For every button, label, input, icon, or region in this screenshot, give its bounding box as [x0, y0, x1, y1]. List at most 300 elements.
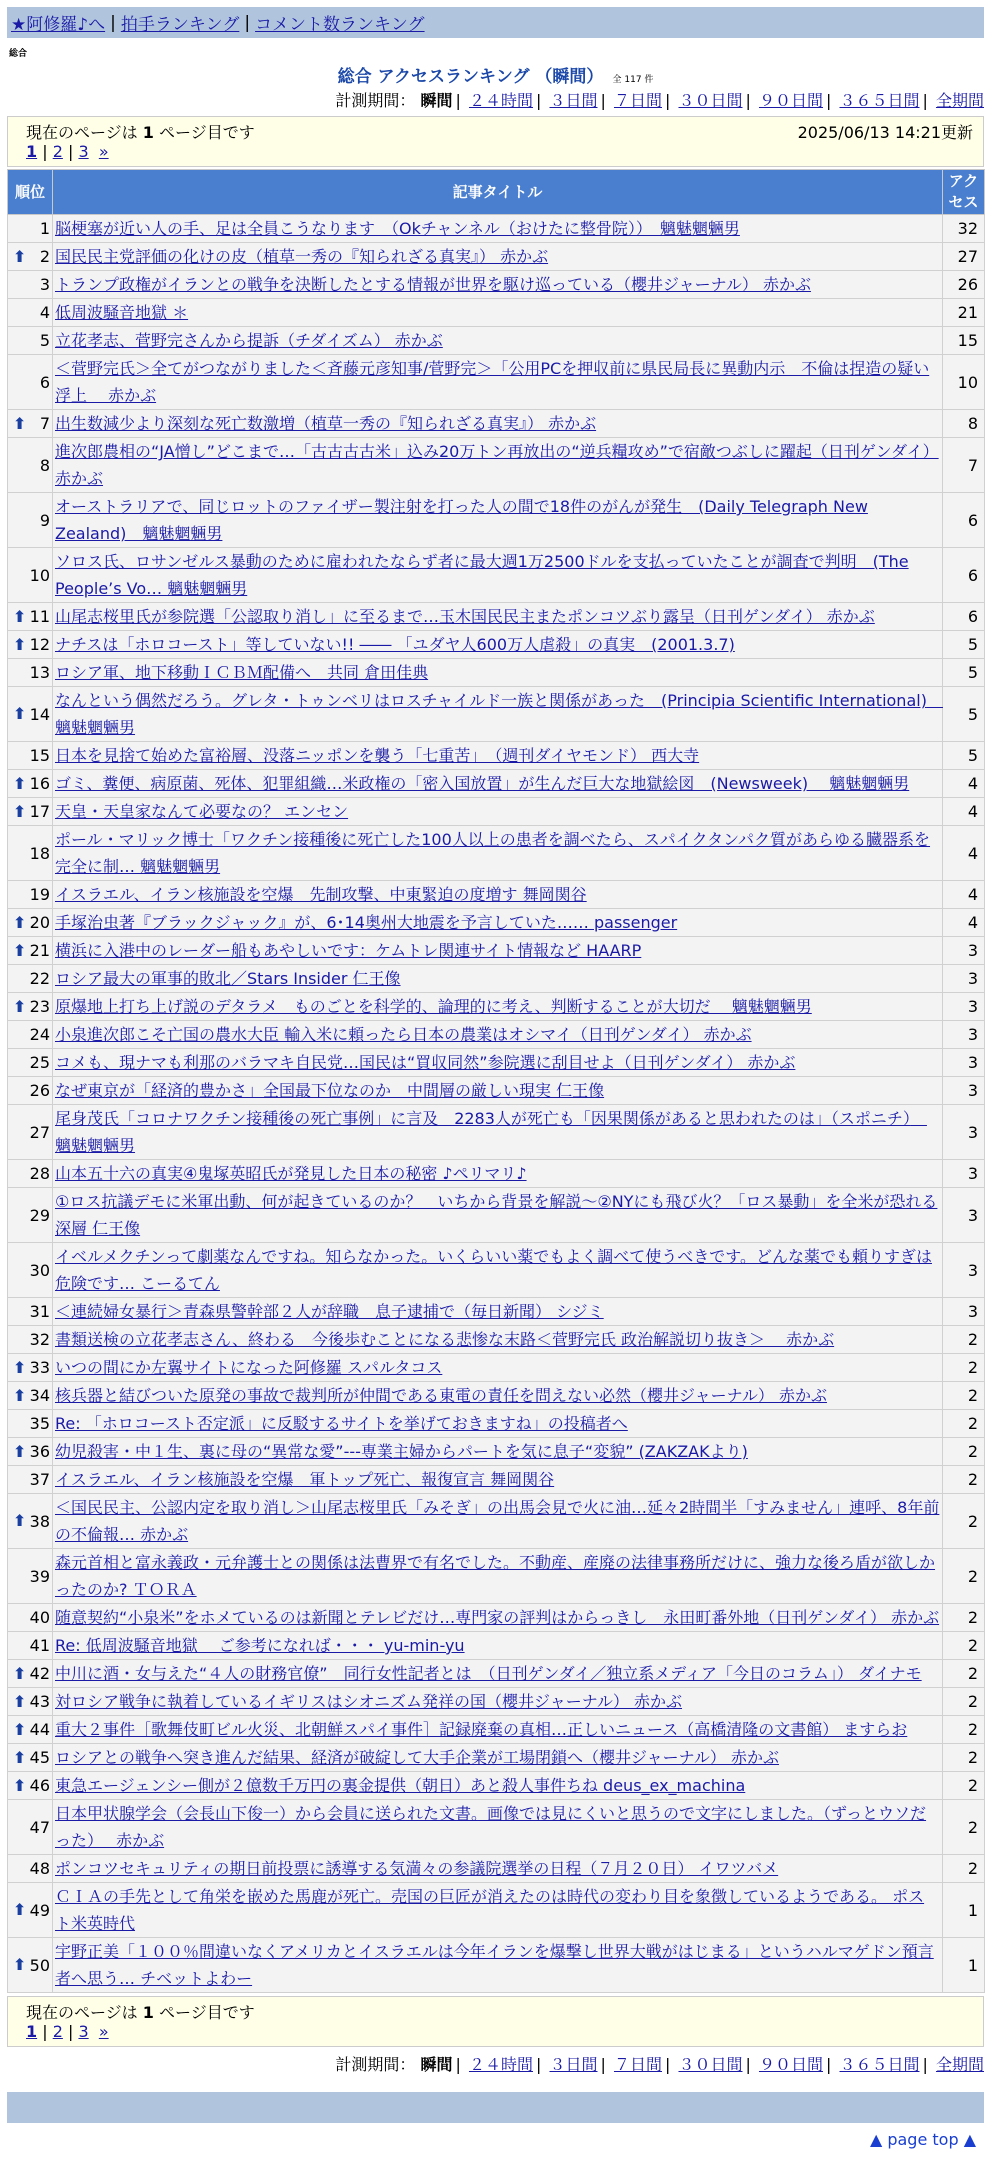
rank-number: 10	[29, 565, 50, 585]
rank-number: 45	[29, 1748, 50, 1767]
rank-number: 40	[29, 1608, 50, 1627]
rank-cell	[8, 1326, 53, 1354]
title-cell	[53, 1883, 943, 1938]
article-title-link[interactable]: 手塚治虫著『ブラックジャック』が、6･14奥州大地震を予言していた…… passenger	[55, 913, 678, 932]
access-count: 8	[943, 410, 985, 438]
table-row	[8, 965, 985, 993]
rank-cell	[8, 826, 53, 881]
article-title-link[interactable]: 幼児殺害・中１生、裏に母の“異常な愛”---専業主婦からパートを気に息子“変貌” (ZAKZAKより)	[55, 1442, 748, 1461]
rank-number: 46	[29, 1776, 50, 1795]
rank-cell	[8, 327, 53, 355]
nav-separator: |	[110, 12, 116, 33]
rank-number: 1	[39, 219, 50, 238]
rank-number: 39	[29, 1566, 50, 1586]
title-cell	[53, 1188, 943, 1243]
rank-number: 22	[29, 969, 50, 988]
period-link-all[interactable]: 全期間	[935, 2055, 984, 2074]
article-title-link[interactable]: 書類送検の立花孝志さん、終わる 今後歩むことになる悲惨な末路＜菅野完氏 政治解説切り抜き＞ 赤かぶ	[55, 1330, 835, 1349]
article-title-link[interactable]: 小泉進次郎こそ亡国の農水大臣 輸入米に頼ったら日本の農業はオシマイ（日刊ゲンダイ） 赤かぶ	[55, 1025, 752, 1044]
article-title-link[interactable]: ポンコツセキュリティの期日前投票に誘導する気満々の参議院選挙の日程（７月２０日） イワツバメ	[55, 1859, 779, 1878]
pager-bottom: 現在のページは 1 ページ目です 1 | 2 | 3 »	[7, 1996, 984, 2047]
article-title-link[interactable]: 国民民主党評価の化けの皮（植草一秀の『知られざる真実』） 赤かぶ	[55, 247, 549, 266]
table-row	[8, 742, 985, 770]
article-title-link[interactable]: イスラエル、イラン核施設を空爆 軍トップ死亡、報復宣言 舞岡関谷	[55, 1470, 555, 1489]
rank-number: 32	[29, 1330, 50, 1349]
rank-cell	[8, 798, 53, 826]
period-link-7d[interactable]: ７日間	[613, 2055, 662, 2074]
access-count: 3	[943, 1160, 985, 1188]
access-count: 5	[943, 659, 985, 687]
title-cell	[53, 798, 943, 826]
rank-cell	[8, 1604, 53, 1632]
access-count: 2	[943, 1716, 985, 1744]
article-title-link[interactable]: ゴミ、糞便、病原菌、死体、犯罪組織…米政権の「密入国放置」が生んだ巨大な地獄絵図 (Newsweek) 魑魅魍魎男	[55, 774, 910, 793]
title-cell	[53, 1938, 943, 1993]
rank-number: 41	[29, 1636, 50, 1655]
article-title-link[interactable]: 進次郎農相の“JA憎し”どこまで…「古古古古米」込み20万トン再放出の“逆兵糧攻め”で宿敵つぶしに躍起（日刊ゲンダイ） 赤かぶ	[55, 442, 939, 488]
table-row	[8, 1549, 985, 1604]
nav-link-asyura[interactable]: ★阿修羅♪へ	[11, 15, 106, 35]
table-row	[8, 1660, 985, 1688]
rank-number: 9	[39, 510, 50, 530]
rank-cell	[8, 438, 53, 493]
page-status: 現在のページは 1 ページ目です	[26, 2003, 255, 2022]
rank-cell	[8, 770, 53, 798]
rank-number: 8	[39, 455, 50, 475]
article-title-link[interactable]: 立花孝志、菅野完さんから提訴（チダイズム） 赤かぶ	[55, 331, 443, 350]
period-link-90d[interactable]: ９０日間	[758, 2055, 823, 2074]
rank-cell	[8, 410, 53, 438]
access-count: 7	[943, 438, 985, 493]
table-row	[8, 438, 985, 493]
article-title-link[interactable]: イベルメクチンって劇薬なんですね。知らなかった。いくらいい薬でもよく調べて使うべきです。どんな薬でも頼りすぎは危険です… こーるてん	[55, 1247, 932, 1293]
access-count: 3	[943, 1077, 985, 1105]
access-count: 3	[943, 1049, 985, 1077]
title-cell	[53, 687, 943, 742]
table-row	[8, 881, 985, 909]
article-title-link[interactable]: Re: 低周波騒音地獄 ご参考になれば・・・ yu-min-yu	[55, 1636, 465, 1655]
table-row	[8, 1354, 985, 1382]
table-row	[8, 410, 985, 438]
table-row	[8, 243, 985, 271]
access-count: 3	[943, 937, 985, 965]
article-title-link[interactable]: ロシアとの戦争へ突き進んだ結果、経済が破綻して大手企業が工場閉鎖へ（櫻井ジャーナル） 赤かぶ	[55, 1748, 779, 1767]
title-cell	[53, 993, 943, 1021]
title-cell	[53, 1688, 943, 1716]
title-cell	[53, 770, 943, 798]
rank-number: 15	[29, 746, 50, 765]
rank-number: 16	[29, 774, 50, 793]
ranking-table	[7, 169, 985, 1993]
rank-cell	[8, 548, 53, 603]
rank-cell	[8, 1410, 53, 1438]
table-row	[8, 1438, 985, 1466]
access-count: 4	[943, 909, 985, 937]
table-row	[8, 1049, 985, 1077]
col-header-rank: 順位	[8, 170, 53, 215]
access-count: 2	[943, 1326, 985, 1354]
title-cell	[53, 1049, 943, 1077]
article-title-link[interactable]: 山尾志桜里氏が参院選「公認取り消し」に至るまで…玉木国民民主またポンコツぶり露呈（日刊ゲンダイ） 赤かぶ	[55, 607, 875, 626]
access-count: 2	[943, 1660, 985, 1688]
rank-up-arrow-icon: ⬆	[13, 606, 27, 626]
rank-cell	[8, 493, 53, 548]
page-next-link[interactable]: »	[98, 142, 109, 161]
rank-number: 11	[29, 607, 50, 626]
article-title-link[interactable]: 森元首相と富永義政・元弁護士との関係は法曹界で有名でした。不動産、産廃の法律事務所だけに、強力な後ろ盾が欲しかったのか? ＴＯＲＡ	[55, 1553, 936, 1599]
total-count: 全 117 件	[612, 75, 654, 85]
table-row	[8, 1105, 985, 1160]
rank-cell	[8, 1077, 53, 1105]
access-count: 2	[943, 1800, 985, 1855]
period-selector-bottom: 計測期間： 瞬間 | ２４時間 | ３日間 | ７日間 | ３０日間 | ９０日間 | ３６５日間 | 全期間	[335, 2055, 984, 2074]
rank-up-arrow-icon: ⬆	[13, 413, 27, 433]
article-title-link[interactable]: 対ロシア戦争に執着しているイギリスはシオニズム発祥の国（櫻井ジャーナル） 赤かぶ	[55, 1692, 683, 1711]
rank-cell	[8, 742, 53, 770]
page-status: 現在のページは 1 ページ目です	[26, 123, 255, 142]
article-title-link[interactable]: 日本甲状腺学会（会長山下俊一）から会員に送られた文書。画像では見にくいと思うので文字にしました。（ずっとウソだった） 赤かぶ	[55, 1804, 927, 1850]
article-title-link[interactable]: コメも、現ナマも利那のバラマキ自民党…国民は“買収同然”参院選に刮目せよ（日刊ゲンダイ） 赤かぶ	[55, 1053, 796, 1072]
page-title: 総合 アクセスランキング （瞬間）	[337, 67, 604, 87]
table-row	[8, 1382, 985, 1410]
article-title-link[interactable]: オーストラリアで、同じロットのファイザー製注射を打った人の間で18件のがんが発生 (Daily Telegraph New Zealand) 魑魅魍魎男	[55, 497, 868, 543]
page-link-2[interactable]: 2	[52, 142, 63, 161]
rank-up-arrow-icon: ⬆	[13, 940, 27, 960]
article-title-link[interactable]: トランプ政権がイランとの戦争を決断したとする情報が世界を駆け巡っている（櫻井ジャーナル） 赤かぶ	[55, 275, 811, 294]
rank-number: 49	[29, 1900, 50, 1920]
access-count: 3	[943, 965, 985, 993]
title-cell	[53, 1604, 943, 1632]
period-link-90d[interactable]: ９０日間	[758, 91, 823, 110]
article-title-link[interactable]: 山本五十六の真実④鬼塚英昭氏が発見した日本の秘密 ♪ペリマリ♪	[55, 1164, 527, 1183]
rank-number: 4	[39, 303, 50, 322]
article-title-link[interactable]: ＜国民民主、公認内定を取り消し＞山尾志桜里氏「みそぎ」の出馬会見で火に油…延々2時間半「すみません」連呼、8年前の不倫報… 赤かぶ	[55, 1498, 940, 1544]
rank-cell	[8, 215, 53, 243]
rank-number: 7	[39, 414, 50, 433]
nav-separator: |	[244, 12, 251, 33]
article-title-link[interactable]: 重大２事件［歌舞伎町ビル火災、北朝鮮スパイ事件］記録廃棄の真相…正しいニュース（高橋清隆の文書館） ますらお	[55, 1720, 908, 1739]
pager-top: 現在のページは 1 ページ目です 2025/06/13 14:21更新 1 | 2 | 3 »	[7, 116, 984, 167]
table-row	[8, 1688, 985, 1716]
rank-number: 50	[29, 1955, 50, 1975]
access-count: 6	[943, 548, 985, 603]
rank-cell	[8, 1438, 53, 1466]
access-count: 4	[943, 770, 985, 798]
rank-number: 31	[29, 1302, 50, 1321]
page-link-2[interactable]: 2	[52, 2022, 63, 2041]
table-row	[8, 1744, 985, 1772]
title-cell	[53, 1243, 943, 1298]
title-cell	[53, 271, 943, 299]
rank-number: 48	[29, 1859, 50, 1878]
title-cell	[53, 1800, 943, 1855]
access-count: 1	[943, 1883, 985, 1938]
table-row	[8, 1466, 985, 1494]
article-title-link[interactable]: 脳梗塞が近い人の手、足は全員こうなります （Okチャンネル（おけたに整骨院）） 魑魅魍魎男	[55, 219, 740, 238]
access-count: 2	[943, 1604, 985, 1632]
table-row	[8, 1160, 985, 1188]
title-cell	[53, 742, 943, 770]
article-title-link[interactable]: 低周波騒音地獄 ＊	[55, 303, 189, 322]
rank-cell	[8, 1883, 53, 1938]
period-current: 瞬間	[420, 2055, 453, 2074]
access-count: 5	[943, 631, 985, 659]
rank-up-arrow-icon: ⬆	[13, 1775, 27, 1795]
title-cell	[53, 826, 943, 881]
table-row	[8, 1938, 985, 1993]
article-title-link[interactable]: ソロス氏、ロサンゼルス暴動のために雇われたならず者に最大週1万2500ドルを支払っていたことが調査で判明 (The People’s Vo… 魑魅魍魎男	[55, 552, 909, 598]
rank-up-arrow-icon: ⬆	[13, 704, 27, 723]
title-cell	[53, 1494, 943, 1549]
rank-cell	[8, 1354, 53, 1382]
rank-cell	[8, 1160, 53, 1188]
rank-number: 25	[29, 1053, 50, 1072]
period-link-24h[interactable]: ２４時間	[468, 91, 533, 110]
page-top-link[interactable]: ▲ page top ▲	[869, 2130, 976, 2149]
access-count: 3	[943, 1298, 985, 1326]
rank-cell	[8, 1049, 53, 1077]
table-row	[8, 937, 985, 965]
article-title-link[interactable]: 随意契約“小泉米”をホメているのは新聞とテレビだけ…専門家の評判はからっきし 永田町番外地（日刊ゲンダイ） 赤かぶ	[55, 1608, 940, 1627]
access-count: 3	[943, 1105, 985, 1160]
title-cell	[53, 548, 943, 603]
rank-number: 3	[39, 275, 50, 294]
table-row	[8, 1716, 985, 1744]
table-row	[8, 548, 985, 603]
access-count: 4	[943, 881, 985, 909]
access-count: 5	[943, 742, 985, 770]
table-row	[8, 1604, 985, 1632]
title-cell	[53, 631, 943, 659]
title-cell	[53, 215, 943, 243]
rank-number: 19	[29, 885, 50, 904]
title-cell	[53, 1772, 943, 1800]
period-selector: 計測期間： 瞬間 | ２４時間 | ３日間 | ７日間 | ３０日間 | ９０日間 | ３６５日間 | 全期間	[335, 91, 984, 110]
article-title-link[interactable]: 宇野正美「１００％間違いなくアメリカとイスラエルは今年イランを爆撃し世界大戦がはじまる」というハルマゲドン預言者へ思う… チベットよわー	[55, 1942, 934, 1988]
rank-up-arrow-icon: ⬆	[13, 996, 27, 1016]
access-count: 2	[943, 1354, 985, 1382]
article-title-link[interactable]: Re: 「ホロコースト否定派」に反駁するサイトを挙げておきますね」の投稿者へ	[55, 1414, 628, 1433]
table-header-row	[8, 170, 985, 215]
title-cell	[53, 1632, 943, 1660]
rank-number: 24	[29, 1025, 50, 1044]
rank-up-arrow-icon: ⬆	[13, 1663, 27, 1683]
title-cell	[53, 1298, 943, 1326]
table-row	[8, 1632, 985, 1660]
rank-number: 26	[29, 1081, 50, 1100]
access-count: 10	[943, 355, 985, 410]
table-row	[8, 1494, 985, 1549]
rank-cell	[8, 965, 53, 993]
article-title-link[interactable]: ＜菅野完氏＞全てがつながりました＜斉藤元彦知事/菅野完＞「公用PCを押収前に県民局長に異動内示 不倫は捏造の疑い浮上 赤かぶ	[55, 359, 930, 405]
rank-cell	[8, 1549, 53, 1604]
rank-cell	[8, 659, 53, 687]
rank-cell	[8, 1855, 53, 1883]
page-link-1[interactable]: 1	[26, 2022, 38, 2041]
rank-cell	[8, 1494, 53, 1549]
title-cell	[53, 965, 943, 993]
rank-up-arrow-icon: ⬆	[13, 1719, 27, 1739]
title-cell	[53, 1744, 943, 1772]
title-cell	[53, 1716, 943, 1744]
article-title-link[interactable]: ロシア最大の軍事的敗北／Stars Insider 仁王像	[55, 969, 401, 988]
rank-number: 2	[39, 247, 50, 266]
rank-number: 29	[29, 1205, 50, 1225]
nav-link-clap-ranking[interactable]: 拍手ランキング	[120, 15, 240, 35]
rank-cell	[8, 1298, 53, 1326]
article-title-link[interactable]: ポール・マリック博士「ワクチン接種後に死亡した100人以上の患者を調べたら、スパイクタンパク質があらゆる臓器系を完全に制… 魑魅魍魎男	[55, 830, 931, 876]
rank-number: 13	[29, 663, 50, 682]
access-count: 4	[943, 826, 985, 881]
title-cell	[53, 881, 943, 909]
rank-cell	[8, 1466, 53, 1494]
rank-number: 5	[39, 331, 50, 350]
article-title-link[interactable]: ＜連続婦女暴行＞青森県警幹部２人が辞職 息子逮捕で（毎日新聞） シジミ	[55, 1302, 604, 1321]
article-title-link[interactable]: なんという偶然だろう。グレタ・トゥンベリはロスチャイルド一族と関係があった (Principia Scientific International) 魑魅魍魎男	[55, 691, 943, 737]
rank-number: 21	[29, 941, 50, 960]
title-cell	[53, 243, 943, 271]
period-link-3d[interactable]: ３日間	[549, 91, 598, 110]
period-link-365d[interactable]: ３６５日間	[839, 2055, 920, 2074]
col-header-title: 記事タイトル	[53, 170, 943, 215]
access-count: 4	[943, 798, 985, 826]
nav-link-comment-ranking[interactable]: コメント数ランキング	[255, 15, 425, 35]
article-title-link[interactable]: ①ロス抗議デモに米軍出動、何が起きているのか？ いちから背景を解説～②NYにも飛び火？「ロス暴動」を全米が恐れる深層 仁王像	[55, 1192, 938, 1238]
rank-cell	[8, 631, 53, 659]
period-link-24h[interactable]: ２４時間	[468, 2055, 533, 2074]
rank-cell	[8, 1800, 53, 1855]
period-link-7d[interactable]: ７日間	[613, 91, 662, 110]
rank-up-arrow-icon: ⬆	[13, 634, 27, 654]
rank-up-arrow-icon: ⬆	[13, 1747, 27, 1767]
article-title-link[interactable]: 天皇・天皇家なんて必要なの？ エンセン	[55, 802, 349, 821]
access-count: 15	[943, 327, 985, 355]
period-link-30d[interactable]: ３０日間	[678, 91, 743, 110]
article-title-link[interactable]: 日本を見捨て始めた富裕層、没落ニッポンを襲う「七重苦」 （週刊ダイヤモンド） 西大寺	[55, 746, 700, 765]
rank-up-arrow-icon: ⬆	[13, 246, 27, 266]
title-cell	[53, 299, 943, 327]
access-count: 2	[943, 1772, 985, 1800]
title-cell	[53, 659, 943, 687]
table-row	[8, 299, 985, 327]
table-row	[8, 798, 985, 826]
article-title-link[interactable]: 横浜に入港中のレーダー船もあやしいです：ケムトレ関連サイト情報など HAARP	[55, 941, 642, 960]
article-title-link[interactable]: ロシア軍、地下移動ＩＣＢＭ配備へ 共同 倉田佳典	[55, 663, 429, 682]
rank-up-arrow-icon: ⬆	[13, 1900, 27, 1919]
rank-number: 33	[29, 1358, 50, 1377]
title-cell	[53, 410, 943, 438]
table-row	[8, 631, 985, 659]
rank-cell	[8, 243, 53, 271]
rank-up-arrow-icon: ⬆	[13, 1511, 27, 1530]
rank-cell	[8, 1188, 53, 1243]
rank-cell	[8, 1021, 53, 1049]
table-row	[8, 1077, 985, 1105]
rank-cell	[8, 1660, 53, 1688]
table-row	[8, 1772, 985, 1800]
access-count: 3	[943, 1021, 985, 1049]
top-nav-bar	[7, 7, 984, 38]
article-title-link[interactable]: 核兵器と結びついた原発の事故で裁判所が仲間である東電の責任を問えない必然（櫻井ジャーナル） 赤かぶ	[55, 1386, 827, 1405]
rank-number: 23	[29, 997, 50, 1016]
period-current: 瞬間	[420, 91, 453, 110]
updated-time: 2025/06/13 14:21更新	[797, 123, 973, 142]
access-count: 26	[943, 271, 985, 299]
title-cell	[53, 1105, 943, 1160]
article-title-link[interactable]: 尾身茂氏「コロナワクチン接種後の死亡事例」に言及 2283人が死亡も「因果関係があると思われたのは」（スポニチ） 魑魅魍魎男	[55, 1109, 927, 1155]
table-row	[8, 1855, 985, 1883]
rank-cell	[8, 909, 53, 937]
rank-cell	[8, 1744, 53, 1772]
period-link-365d[interactable]: ３６５日間	[839, 91, 920, 110]
article-title-link[interactable]: 原爆地上打ち上げ説のデタラメ ものごとを科学的、論理的に考え、判断することが大切だ 魑魅魍魎男	[55, 997, 812, 1016]
access-count: 32	[943, 215, 985, 243]
page-link-3[interactable]: 3	[78, 142, 89, 161]
access-count: 2	[943, 1438, 985, 1466]
rank-number: 30	[29, 1260, 50, 1280]
page-link-1[interactable]: 1	[26, 142, 38, 161]
access-count: 3	[943, 1188, 985, 1243]
page-next-link[interactable]: »	[98, 2022, 109, 2041]
article-title-link[interactable]: イスラエル、イラン核施設を空爆 先制攻撃、中東緊迫の度増す 舞岡関谷	[55, 885, 587, 904]
table-row	[8, 1298, 985, 1326]
title-cell	[53, 327, 943, 355]
table-row	[8, 271, 985, 299]
access-count: 27	[943, 243, 985, 271]
table-row	[8, 1188, 985, 1243]
table-row	[8, 1410, 985, 1438]
rank-number: 37	[29, 1470, 50, 1489]
rank-number: 36	[29, 1442, 50, 1461]
title-cell	[53, 1354, 943, 1382]
rank-number: 38	[29, 1511, 50, 1531]
table-row	[8, 687, 985, 742]
article-title-link[interactable]: 東急エージェンシー側が２億数千万円の裏金提供（朝日）あと殺人事件ちね deus_ex_machina	[55, 1776, 746, 1795]
rank-cell	[8, 1938, 53, 1993]
rank-number: 17	[29, 802, 50, 821]
rank-number: 18	[29, 843, 50, 863]
table-row	[8, 493, 985, 548]
rank-cell	[8, 1772, 53, 1800]
title-cell	[53, 1160, 943, 1188]
article-title-link[interactable]: なぜ東京が「経済的豊かさ」全国最下位なのか 中間層の厳しい現実 仁王像	[55, 1081, 605, 1100]
rank-cell	[8, 1688, 53, 1716]
rank-up-arrow-icon: ⬆	[13, 1691, 27, 1711]
access-count: 2	[943, 1410, 985, 1438]
article-title-link[interactable]: ＣＩＡの手先として角栄を嵌めた馬鹿が死亡。売国の巨匠が消えたのは時代の変わり目を象徴しているようである。 ポスト米英時代	[55, 1887, 925, 1933]
table-row	[8, 659, 985, 687]
access-count: 6	[943, 603, 985, 631]
period-link-3d[interactable]: ３日間	[549, 2055, 598, 2074]
period-link-all[interactable]: 全期間	[935, 91, 984, 110]
table-row	[8, 770, 985, 798]
table-row	[8, 327, 985, 355]
article-title-link[interactable]: 中川に酒・女与えた“４人の財務官僚” 同行女性記者とは （日刊ゲンダイ／独立系メディア「今日のコラム」） ダイナモ	[55, 1664, 922, 1683]
article-title-link[interactable]: ナチスは「ホロコースト」等していない!! ―― 「ユダヤ人600万人虐殺」の真実 (2001.3.7)	[55, 635, 735, 654]
rank-number: 6	[39, 372, 50, 392]
title-cell	[53, 603, 943, 631]
title-cell	[53, 1549, 943, 1604]
rank-number: 20	[29, 913, 50, 932]
table-row	[8, 909, 985, 937]
access-count: 2	[943, 1549, 985, 1604]
rank-number: 27	[29, 1122, 50, 1142]
article-title-link[interactable]: いつの間にか左翼サイトになった阿修羅 スパルタコス	[55, 1358, 443, 1377]
article-title-link[interactable]: 出生数減少より深刻な死亡数激増（植草一秀の『知られざる真実』） 赤かぶ	[55, 414, 597, 433]
period-link-30d[interactable]: ３０日間	[678, 2055, 743, 2074]
rank-cell	[8, 993, 53, 1021]
page-link-3[interactable]: 3	[78, 2022, 89, 2041]
